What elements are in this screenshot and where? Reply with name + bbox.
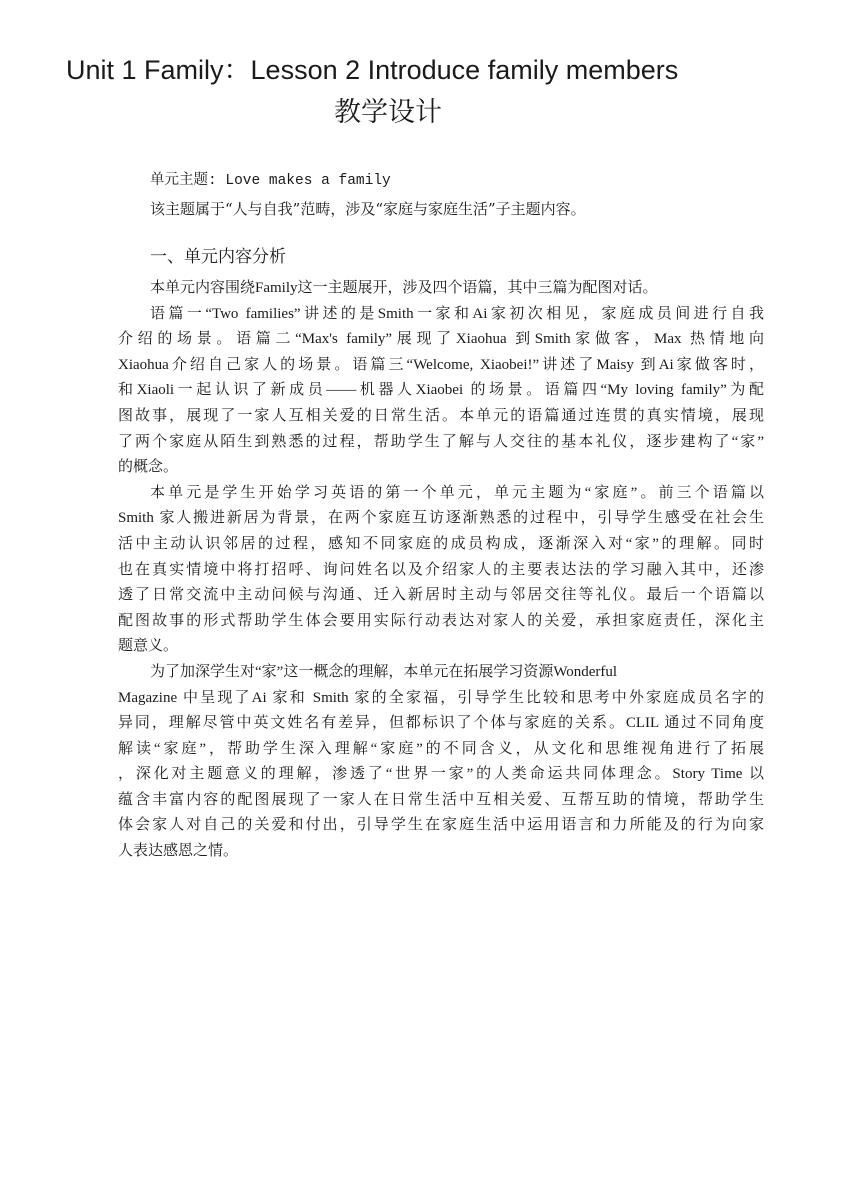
paragraph-line: 活中主动认识邻居的过程，感知不同家庭的成员构成，逐渐深入对“家”的理解。同时	[118, 535, 764, 552]
paragraph-line: Xiaohua介绍自己家人的场景。语篇三“Welcome, Xiaobei!”讲述了Maisy 到Ai家做客时，	[118, 356, 764, 373]
paragraph-line: 语篇一“Two families”讲述的是Smith一家和Ai家初次相见，家庭成员间进行自我	[150, 305, 764, 322]
paragraph-line: 本单元内容围绕Family这一主题展开，涉及四个语篇，其中三篇为配图对话。	[150, 280, 658, 296]
paragraph-line: 的概念。	[118, 459, 179, 476]
paragraph-line: 异同，理解尽管中英文姓名有差异，但都标识了个体与家庭的关系。CLIL 通过不同角度	[118, 715, 764, 732]
unit-theme-line: 单元主题: Love makes a family	[150, 173, 391, 189]
paragraph-line: 介绍的场景。语篇二“Max's family”展现了Xiaohua 到Smith家做客，Max 热情地向	[118, 331, 764, 348]
paragraph-line: 人表达感恩之情。	[118, 843, 239, 860]
paragraph-line: 和Xiaoli一起认识了新成员——机器人Xiaobei 的场景。语篇四“My loving family”为配	[118, 382, 764, 399]
paragraph-line: 配图故事的形式帮助学生体会要用实际行动表达对家人的关爱，承担家庭责任，深化主	[118, 612, 764, 629]
paragraph-line: 图故事，展现了一家人互相关爱的日常生活。本单元的语篇通过连贯的真实情境，展现	[118, 407, 764, 424]
paragraph-line: 本单元是学生开始学习英语的第一个单元，单元主题为“家庭”。前三个语篇以	[150, 484, 764, 501]
section-heading: 一、单元内容分析	[150, 247, 286, 267]
paragraph-line: ，深化对主题意义的理解，渗透了“世界一家”的人类命运共同体理念。Story Time 以	[118, 766, 764, 783]
document-title: Unit 1 Family：Lesson 2 Introduce family members	[66, 55, 679, 85]
paragraph-line: Magazine 中呈现了Ai 家和 Smith 家的全家福，引导学生比较和思考中外家庭成员名字的	[118, 689, 764, 706]
paragraph-line: 题意义。	[118, 638, 179, 655]
paragraph-line: Smith 家人搬进新居为背景，在两个家庭互访逐渐熟悉的过程中，引导学生感受在社会生	[118, 510, 764, 527]
paragraph-line: 蕴含丰富内容的配图展现了一家人在日常生活中互相关爱、互帮互助的情境，帮助学生	[118, 791, 764, 808]
paragraph-line: 体会家人对自己的关爱和付出，引导学生在家庭生活中运用语言和力所能及的行为向家	[118, 817, 764, 834]
paragraph-line: 解读“家庭”，帮助学生深入理解“家庭”的不同含义，从文化和思维视角进行了拓展	[118, 740, 764, 757]
document-subtitle: 教学设计	[334, 97, 442, 128]
paragraph-line: 了两个家庭从陌生到熟悉的过程，帮助学生了解与人交往的基本礼仪，逐步建构了“家”	[118, 433, 764, 450]
paragraph-line: 也在真实情境中将打招呼、询问姓名以及介绍家人的主要表达法的学习融入其中，还渗	[118, 561, 764, 578]
paragraph-line: 透了日常交流中主动问候与沟通、迁入新居时主动与邻居交往等礼仪。最后一个语篇以	[118, 587, 764, 604]
section-body	[118, 276, 764, 865]
paragraph-line: 为了加深学生对“家”这一概念的理解，本单元在拓展学习资源Wonderful	[150, 663, 618, 680]
unit-theme-description: 该主题属于“人与自我”范畴，涉及“家庭与家庭生活”子主题内容。	[150, 200, 586, 218]
